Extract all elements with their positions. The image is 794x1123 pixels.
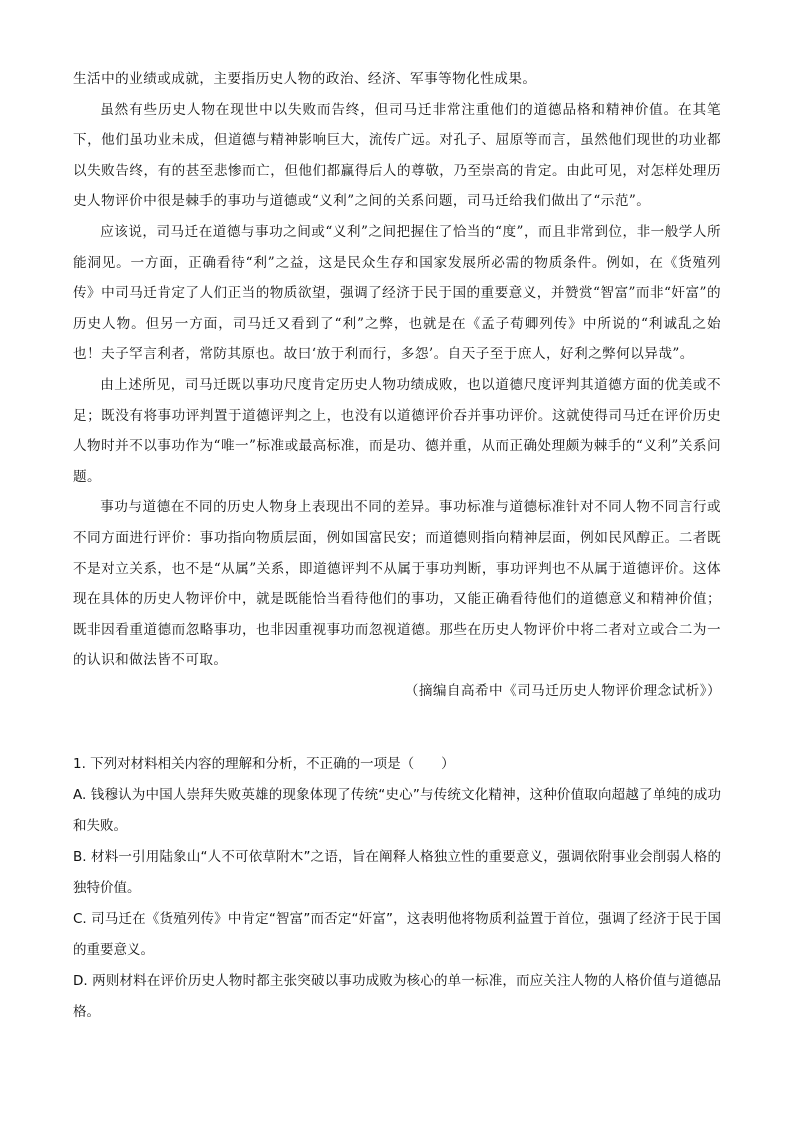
question-option-b: B. 材料一引用陆象山“人不可依草附木”之语，旨在阐释人格独立性的重要意义，强调依附事业会削弱人格的独特价值。 xyxy=(73,849,721,896)
passage-source: （摘编自高希中《司马迁历史人物评价理念试析》） xyxy=(404,682,721,699)
question-stem: 1. 下列对材料相关内容的理解和分析，不正确的一项是（ ） xyxy=(73,756,455,772)
passage-paragraph: 事功与道德在不同的历史人物身上表现出不同的差异。事功标准与道德标准针对不同人物不同言行或不同方面进行评价：事功指向物质层面，例如国富民安；而道德则指向精神层面，例如民风醇正。二者既不是对立关系，也不是“从属”关系，即道德评判不从属于事功判断，事功评判也不从属于道德评价。这体现在具体的历史人物评价中，就是既能恰当看待他们的事功，又能正确看待他们的道德意义和精神价值；既非因看重道德而忽略事功，也非因重视事功而忽视道德。那些在历史人物评价中将二者对立或合二为一的认识和做法皆不可取。 xyxy=(73,499,721,669)
question-option-c: C. 司马迁在《货殖列传》中肯定“智富”而否定“奸富”，这表明他将物质利益置于首位，强调了经济于民于国的重要意义。 xyxy=(73,911,721,958)
passage-paragraph: 由上述所见，司马迁既以事功尺度肯定历史人物功绩成败，也以道德尺度评判其道德方面的优美或不足；既没有将事功评判置于道德评判之上，也没有以道德评价吞并事功评价。这就使得司马迁在评价历史人物时并不以事功作为“唯一”标准或最高标准，而是功、德并重，从而正确处理颇为棘手的“义利”关系问题。 xyxy=(73,376,721,485)
passage-paragraph: 生活中的业绩或成就，主要指历史人物的政治、经济、军事等物化性成果。 xyxy=(73,71,537,87)
question-block xyxy=(73,749,721,1028)
reading-passage xyxy=(73,64,721,706)
passage-paragraph: 应该说，司马迁在道德与事功之间或“义利”之间把握住了恰当的“度”，而且非常到位，非一般学人所能洞见。一方面，正确看待“利”之益，这是民众生存和国家发展所必需的物质条件。例如，在《货殖列传》中司马迁肯定了人们正当的物质欲望，强调了经济于民于国的重要意义，并赞赏“智富”而非“奸富”的历史人物。但另一方面，司马迁又看到了“利”之弊，也就是在《孟子荀卿列传》中所说的“利诚乱之始也！夫子罕言利者，常防其原也。故曰‘放于利而行，多怨’。自天子至于庶人，好利之弊何以异哉”。 xyxy=(73,223,721,363)
question-option-a: A. 钱穆认为中国人崇拜失败英雄的现象体现了传统“史心”与传统文化精神，这种价值取向超越了单纯的成功和失败。 xyxy=(73,787,721,834)
passage-paragraph: 虽然有些历史人物在现世中以失败而告终，但司马迁非常注重他们的道德品格和精神价值。在其笔下，他们虽功业未成，但道德与精神影响巨大，流传广远。对孔子、屈原等而言，虽然他们现世的功业都以失败告终，有的甚至悲惨而亡，但他们都赢得后人的尊敬，乃至崇高的肯定。由此可见，对怎样处理历史人物评价中很是棘手的事功与道德或“义利”之间的关系问题，司马迁给我们做出了“示范”。 xyxy=(73,101,721,210)
question-option-d: D. 两则材料在评价历史人物时都主张突破以事功成败为核心的单一标准，而应关注人物的人格价值与道德品格。 xyxy=(73,973,721,1020)
